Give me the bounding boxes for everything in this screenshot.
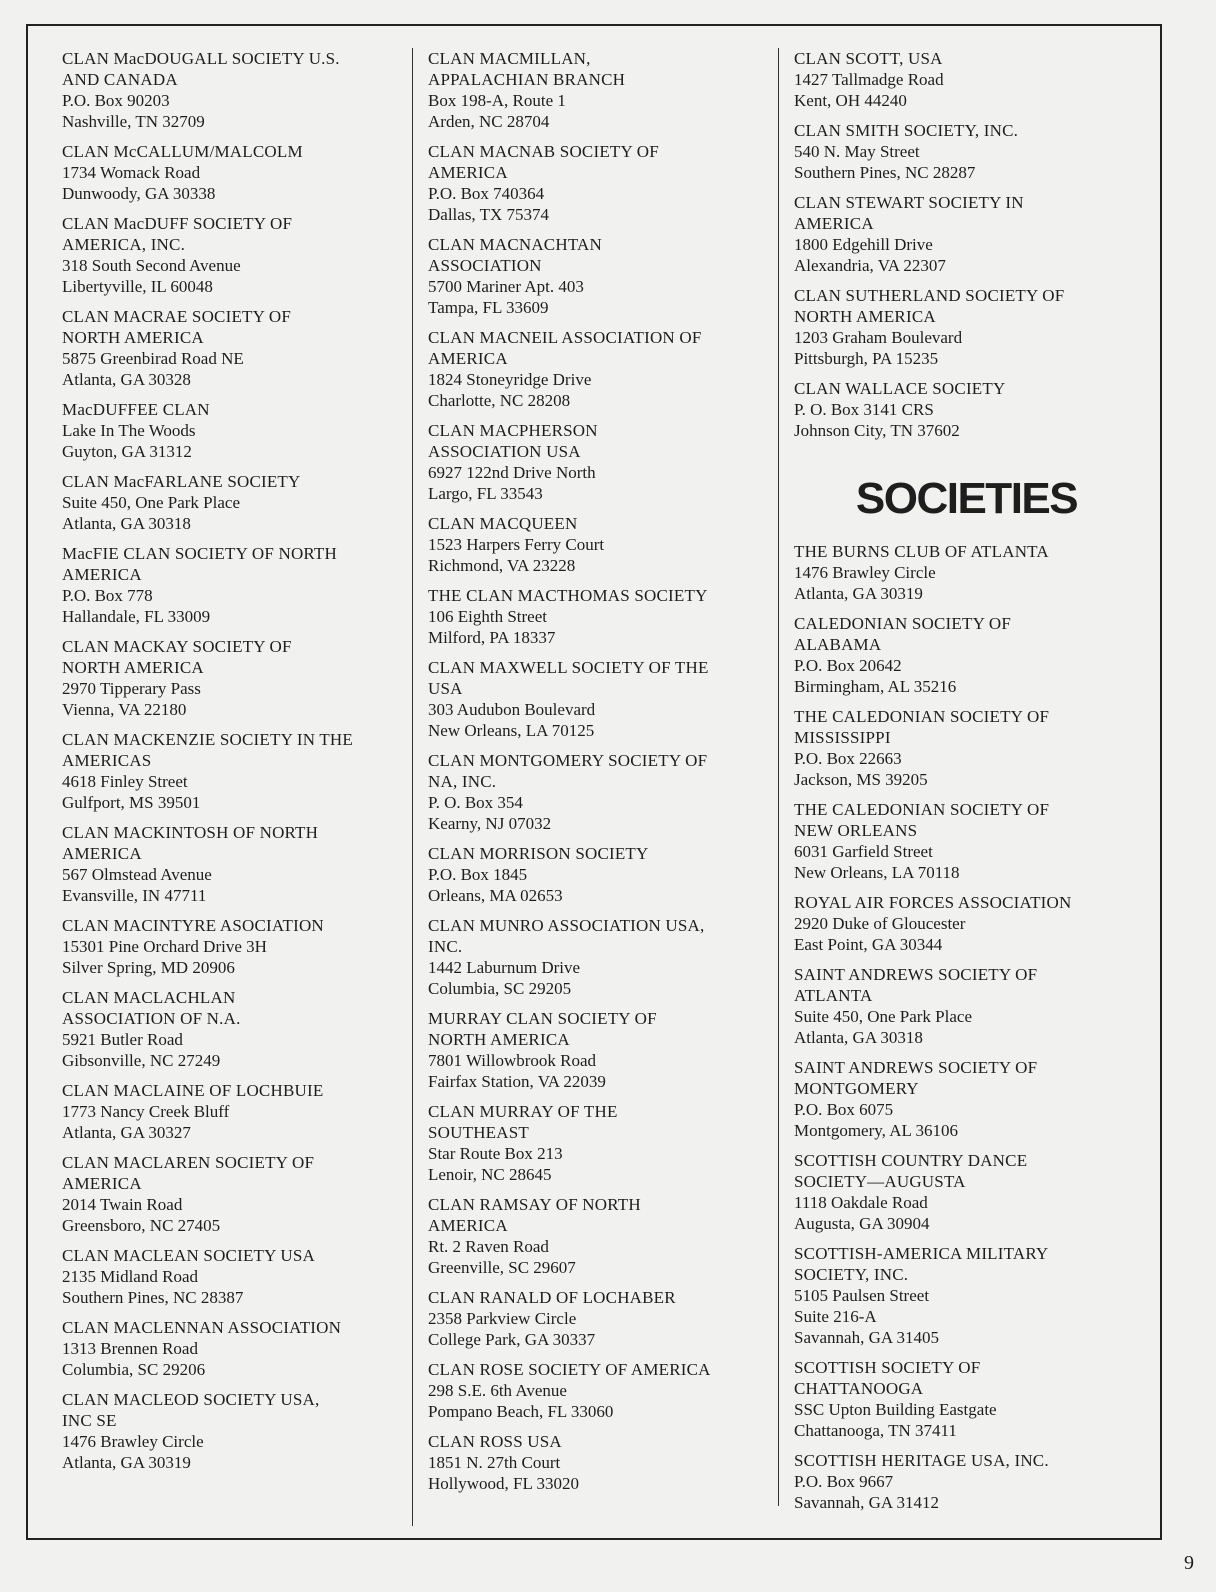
society-entry: CALEDONIAN SOCIETY OF ALABAMA P.O. Box 20642 Birmingham, AL 35216 [794, 614, 1012, 696]
directory-entry: CLAN MACMILLAN, APPALACHIAN BRANCH Box 198-A, Route 1 Arden, NC 28704 [428, 49, 626, 131]
directory-entry: CLAN MACKENZIE SOCIETY IN THE AMERICAS 4618 Finley Street Gulfport, MS 39501 [62, 730, 353, 812]
directory-entry: CLAN MACINTYRE ASOCIATION 15301 Pine Orchard Drive 3H Silver Spring, MD 20906 [62, 916, 324, 977]
society-entry: ROYAL AIR FORCES ASSOCIATION 2920 Duke of Gloucester East Point, GA 30344 [794, 893, 1072, 954]
directory-entry: CLAN MONTGOMERY SOCIETY OF NA, INC. P. O. Box 354 Kearny, NJ 07032 [428, 751, 708, 833]
section-heading: SOCIETIES [855, 474, 1078, 523]
society-entry: SAINT ANDREWS SOCIETY OF MONTGOMERY P.O. Box 6075 Montgomery, AL 36106 [794, 1058, 1038, 1140]
society-entry: SCOTTISH-AMERICA MILITARY SOCIETY, INC. 5105 Paulsen Street Suite 216-A Savannah, GA 31405 [794, 1244, 1049, 1347]
directory-entry: CLAN MACLENNAN ASSOCIATION 1313 Brennen Road Columbia, SC 29206 [62, 1318, 342, 1379]
directory-entry: CLAN MACPHERSON ASSOCIATION USA 6927 122nd Drive North Largo, FL 33543 [428, 421, 598, 503]
directory-entry: CLAN MacFARLANE SOCIETY Suite 450, One Park Place Atlanta, GA 30318 [62, 472, 301, 533]
directory-entry: CLAN SMITH SOCIETY, INC. 540 N. May Street Southern Pines, NC 28287 [794, 121, 1019, 182]
directory-entry: CLAN ROSE SOCIETY OF AMERICA 298 S.E. 6th Avenue Pompano Beach, FL 33060 [428, 1360, 711, 1421]
page-number: 9 [1184, 1552, 1194, 1574]
directory-entry: CLAN MAXWELL SOCIETY OF THE USA 303 Audubon Boulevard New Orleans, LA 70125 [428, 658, 709, 740]
directory-entry: MURRAY CLAN SOCIETY OF NORTH AMERICA 7801 Willowbrook Road Fairfax Station, VA 22039 [428, 1009, 657, 1091]
directory-entry: CLAN MORRISON SOCIETY P.O. Box 1845 Orleans, MA 02653 [428, 844, 649, 905]
directory-entry: CLAN RAMSAY OF NORTH AMERICA Rt. 2 Raven Road Greenville, SC 29607 [428, 1195, 641, 1277]
column-divider [778, 48, 779, 1506]
directory-entry: CLAN RANALD OF LOCHABER 2358 Parkview Circle College Park, GA 30337 [428, 1288, 676, 1349]
directory-entry: CLAN MACNEIL ASSOCIATION OF AMERICA 1824 Stoneyridge Drive Charlotte, NC 28208 [428, 328, 702, 410]
directory-entry: CLAN McCALLUM/MALCOLM 1734 Womack Road Dunwoody, GA 30338 [62, 142, 303, 203]
page-frame [26, 24, 1162, 1540]
directory-entry: CLAN MACNAB SOCIETY OF AMERICA P.O. Box 740364 Dallas, TX 75374 [428, 142, 659, 224]
directory-entry: CLAN MacDUFF SOCIETY OF AMERICA, INC. 318 South Second Avenue Libertyville, IL 60048 [62, 214, 293, 296]
directory-entry: CLAN STEWART SOCIETY IN AMERICA 1800 Edgehill Drive Alexandria, VA 22307 [794, 193, 1024, 275]
directory-entry: MacFIE CLAN SOCIETY OF NORTH AMERICA P.O. Box 778 Hallandale, FL 33009 [62, 544, 337, 626]
society-entry: SAINT ANDREWS SOCIETY OF ATLANTA Suite 450, One Park Place Atlanta, GA 30318 [794, 965, 1038, 1047]
directory-entry: CLAN MACNACHTAN ASSOCIATION 5700 Mariner Apt. 403 Tampa, FL 33609 [428, 235, 603, 317]
column-3 [794, 48, 1139, 1522]
column-divider [412, 48, 413, 1526]
directory-entry: CLAN SUTHERLAND SOCIETY OF NORTH AMERICA 1203 Graham Boulevard Pittsburgh, PA 15235 [794, 286, 1065, 368]
directory-entry: CLAN MacDOUGALL SOCIETY U.S. AND CANADA P.O. Box 90203 Nashville, TN 32709 [62, 49, 340, 131]
directory-entry: CLAN MACLAREN SOCIETY OF AMERICA 2014 Twain Road Greensboro, NC 27405 [62, 1153, 315, 1235]
society-entry: THE CALEDONIAN SOCIETY OF NEW ORLEANS 6031 Garfield Street New Orleans, LA 70118 [794, 800, 1050, 882]
column-2 [428, 48, 768, 1503]
society-entry: THE BURNS CLUB OF ATLANTA 1476 Brawley Circle Atlanta, GA 30319 [794, 542, 1049, 603]
directory-entry: CLAN ROSS USA 1851 N. 27th Court Hollywood, FL 33020 [428, 1432, 579, 1493]
directory-entry: CLAN MACKINTOSH OF NORTH AMERICA 567 Olmstead Avenue Evansville, IN 47711 [62, 823, 319, 905]
society-entry: SCOTTISH SOCIETY OF CHATTANOOGA SSC Upton Building Eastgate Chattanooga, TN 37411 [794, 1358, 997, 1440]
directory-entry: CLAN MACLEAN SOCIETY USA 2135 Midland Road Southern Pines, NC 28387 [62, 1246, 316, 1307]
directory-entry: CLAN MACLEOD SOCIETY USA, INC SE 1476 Brawley Circle Atlanta, GA 30319 [62, 1390, 320, 1472]
society-entry: SCOTTISH COUNTRY DANCE SOCIETY—AUGUSTA 1118 Oakdale Road Augusta, GA 30904 [794, 1151, 1028, 1233]
society-entry: SCOTTISH HERITAGE USA, INC. P.O. Box 9667 Savannah, GA 31412 [794, 1451, 1049, 1512]
directory-entry: CLAN SCOTT, USA 1427 Tallmadge Road Kent, OH 44240 [794, 49, 944, 110]
column-1 [62, 48, 398, 1482]
society-entry: THE CALEDONIAN SOCIETY OF MISSISSIPPI P.O. Box 22663 Jackson, MS 39205 [794, 707, 1050, 789]
directory-entry: CLAN MACKAY SOCIETY OF NORTH AMERICA 2970 Tipperary Pass Vienna, VA 22180 [62, 637, 292, 719]
directory-entry: MacDUFFEE CLAN Lake In The Woods Guyton, GA 31312 [62, 400, 210, 461]
directory-entry: CLAN WALLACE SOCIETY P. O. Box 3141 CRS Johnson City, TN 37602 [794, 379, 1006, 440]
directory-entry: CLAN MACLAINE OF LOCHBUIE 1773 Nancy Creek Bluff Atlanta, GA 30327 [62, 1081, 324, 1142]
directory-entry: CLAN MACLACHLAN ASSOCIATION OF N.A. 5921 Butler Road Gibsonville, NC 27249 [62, 988, 241, 1070]
directory-entry: CLAN MACRAE SOCIETY OF NORTH AMERICA 5875 Greenbirad Road NE Atlanta, GA 30328 [62, 307, 292, 389]
directory-entry: CLAN MUNRO ASSOCIATION USA, INC. 1442 Laburnum Drive Columbia, SC 29205 [428, 916, 705, 998]
directory-entry: THE CLAN MACTHOMAS SOCIETY 106 Eighth Street Milford, PA 18337 [428, 586, 708, 647]
directory-entry: CLAN MACQUEEN 1523 Harpers Ferry Court Richmond, VA 23228 [428, 514, 605, 575]
directory-entry: CLAN MURRAY OF THE SOUTHEAST Star Route Box 213 Lenoir, NC 28645 [428, 1102, 618, 1184]
